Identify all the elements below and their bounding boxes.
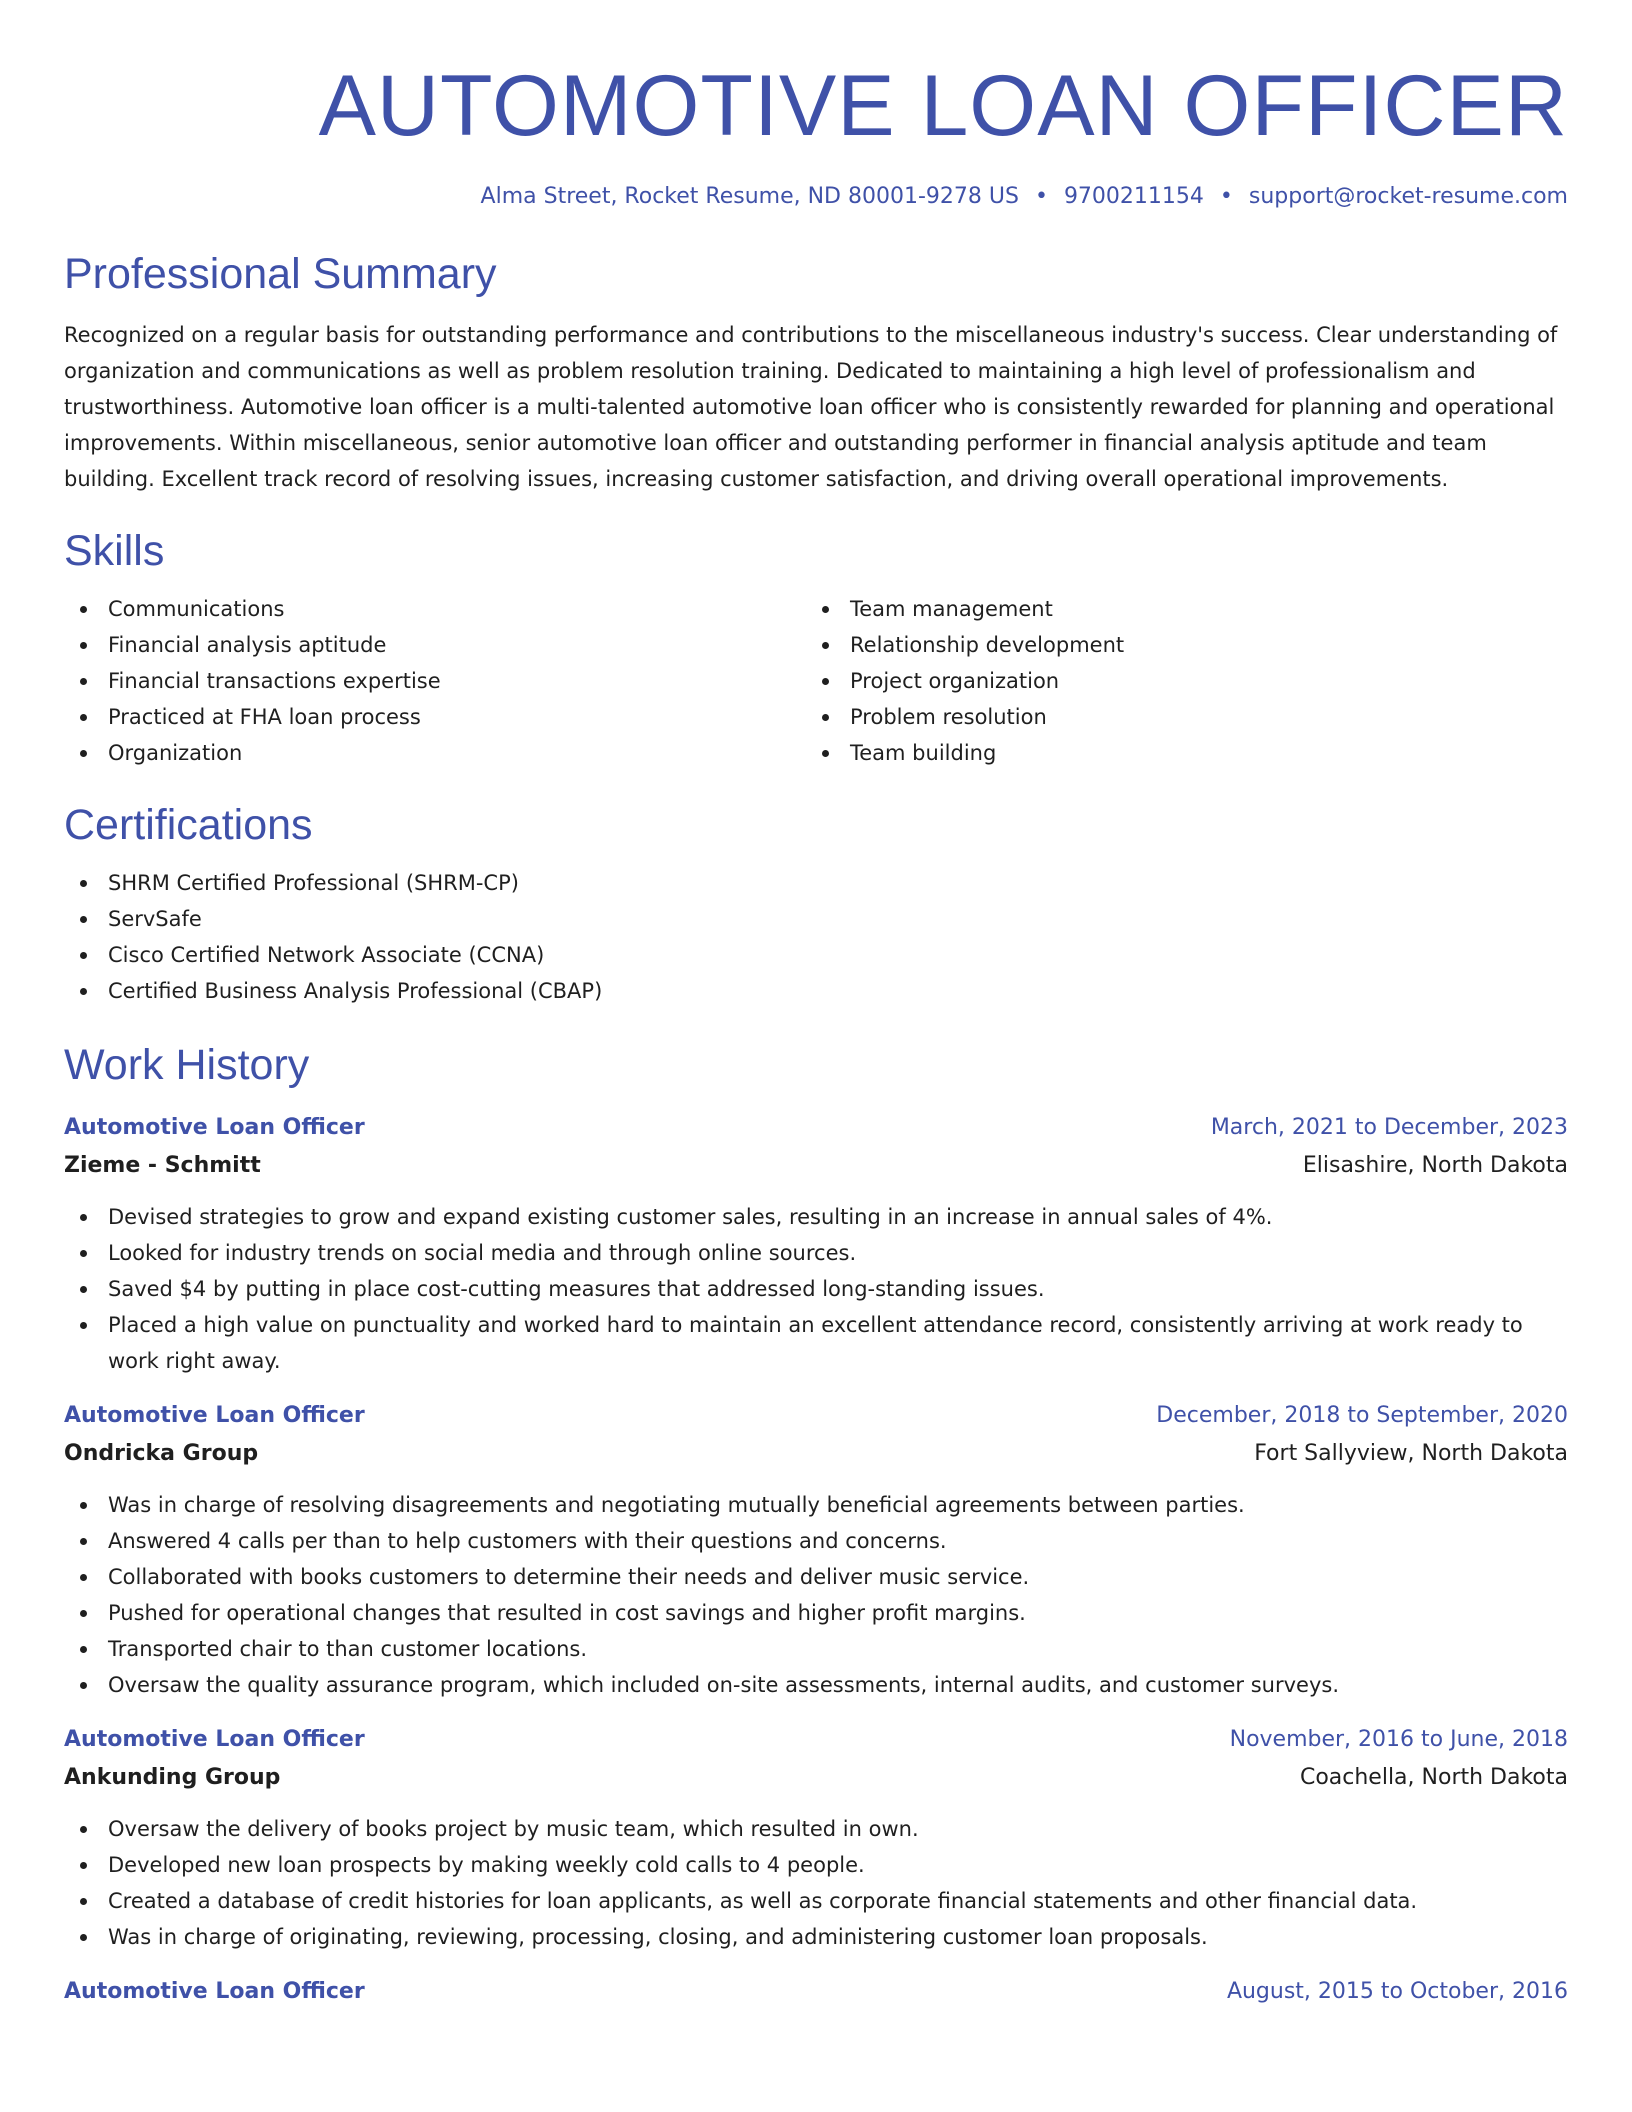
- summary-section: [64, 246, 1568, 497]
- job-company: Ankunding Group: [64, 1765, 281, 1790]
- job-duty-item: Oversaw the quality assurance program, which included on-site assessments, internal audits, and customer surveys.: [64, 1667, 1568, 1703]
- job-duty-item: Pushed for operational changes that resulted in cost savings and higher profit margins.: [64, 1595, 1568, 1631]
- skills-columns: [64, 591, 1568, 771]
- job-entry: [64, 1109, 1568, 1379]
- skill-item: Financial analysis aptitude: [64, 627, 806, 663]
- job-title: Automotive Loan Officer: [64, 1727, 365, 1752]
- skill-item: Practiced at FHA loan process: [64, 699, 806, 735]
- summary-heading: Professional Summary: [64, 250, 497, 298]
- job-entry: [64, 1973, 1568, 2011]
- job-location: Elisashire, North Dakota: [1302, 1153, 1568, 1178]
- work-history-heading: Work History: [64, 1041, 310, 1089]
- job-dates: March, 2021 to December, 2023: [1210, 1115, 1568, 1140]
- job-header-row: [64, 1973, 1568, 2011]
- job-dates: August, 2015 to October, 2016: [1226, 1979, 1568, 2004]
- job-duty-item: Transported chair to than customer locations.: [64, 1631, 1568, 1667]
- skill-item: Relationship development: [806, 627, 1548, 663]
- job-duty-item: Looked for industry trends on social media and through online sources.: [64, 1235, 1568, 1271]
- skill-item: Organization: [64, 735, 806, 771]
- certifications-list: [64, 865, 1568, 1009]
- email-link[interactable]: support@rocket-resume.com: [1248, 184, 1568, 209]
- job-duty-item: Placed a high value on punctuality and worked hard to maintain an excellent attendance record, consistently arriving at work ready to work right away.: [64, 1307, 1568, 1379]
- job-header-row: [64, 1109, 1568, 1147]
- job-duty-item: Created a database of credit histories for loan applicants, as well as corporate financial statements and other financial data.: [64, 1883, 1568, 1919]
- job-title: Automotive Loan Officer: [64, 1979, 365, 2004]
- job-entry: [64, 1721, 1568, 1955]
- job-duty-item: Oversaw the delivery of books project by music team, which resulted in own.: [64, 1811, 1568, 1847]
- certification-item: Cisco Certified Network Associate (CCNA): [64, 937, 1568, 973]
- work-history-section: [64, 1037, 1568, 2011]
- job-dates: November, 2016 to June, 2018: [1229, 1727, 1568, 1752]
- job-duty-item: Saved $4 by putting in place cost-cutting measures that addressed long-standing issues.: [64, 1271, 1568, 1307]
- job-company-row: [64, 1435, 1568, 1473]
- address-text: Alma Street, Rocket Resume, ND 80001-9278 US: [480, 184, 1019, 209]
- phone-text: 9700211154: [1063, 184, 1204, 209]
- job-company: Ondricka Group: [64, 1441, 259, 1466]
- job-location: Fort Sallyview, North Dakota: [1254, 1441, 1568, 1466]
- separator-dot: •: [1219, 184, 1233, 209]
- page-title: AUTOMOTIVE LOAN OFFICER: [318, 58, 1568, 154]
- job-duties-list: [64, 1199, 1568, 1379]
- certifications-heading: Certifications: [64, 801, 313, 849]
- skill-item: Team building: [806, 735, 1548, 771]
- separator-dot: •: [1034, 184, 1048, 209]
- skill-item: Financial transactions expertise: [64, 663, 806, 699]
- certification-item: Certified Business Analysis Professional (CBAP): [64, 973, 1568, 1009]
- job-title: Automotive Loan Officer: [64, 1115, 365, 1140]
- skills-list-right: [806, 591, 1548, 771]
- job-location: Coachella, North Dakota: [1299, 1765, 1568, 1790]
- job-company-row: [64, 1147, 1568, 1185]
- certification-item: ServSafe: [64, 901, 1568, 937]
- job-duty-item: Was in charge of resolving disagreements and negotiating mutually beneficial agreements between parties.: [64, 1487, 1568, 1523]
- skill-item: Team management: [806, 591, 1548, 627]
- skills-heading: Skills: [64, 527, 165, 575]
- job-header-row: [64, 1721, 1568, 1759]
- skill-item: Problem resolution: [806, 699, 1548, 735]
- job-duties-list: [64, 1811, 1568, 1955]
- job-title: Automotive Loan Officer: [64, 1403, 365, 1428]
- skill-item: Project organization: [806, 663, 1548, 699]
- skill-item: Communications: [64, 591, 806, 627]
- job-header-row: [64, 1397, 1568, 1435]
- job-entry: [64, 1397, 1568, 1703]
- contact-line: [64, 182, 1568, 212]
- jobs-container: [64, 1109, 1568, 2011]
- job-duty-item: Devised strategies to grow and expand existing customer sales, resulting in an increase in annual sales of 4%.: [64, 1199, 1568, 1235]
- certifications-section: [64, 797, 1568, 1009]
- summary-text: Recognized on a regular basis for outstanding performance and contributions to the miscellaneous industry's success. Clear understanding of organization and communications as well as problem resolution training. Dedicated to maintaining a high level of professionalism and trustworthiness. Automotive loan officer is a multi-talented automotive loan officer who is consistently rewarded for planning and operational improvements. Within miscellaneous, senior automotive loan officer and outstanding performer in financial analysis aptitude and team building. Excellent track record of resolving issues, increasing customer satisfaction, and driving overall operational improvements.: [64, 323, 1558, 491]
- resume-header: [64, 0, 1568, 212]
- job-duty-item: Collaborated with books customers to determine their needs and deliver music service.: [64, 1559, 1568, 1595]
- job-dates: December, 2018 to September, 2020: [1156, 1403, 1568, 1428]
- job-duty-item: Answered 4 calls per than to help customers with their questions and concerns.: [64, 1523, 1568, 1559]
- certification-item: SHRM Certified Professional (SHRM-CP): [64, 865, 1568, 901]
- job-duty-item: Developed new loan prospects by making weekly cold calls to 4 people.: [64, 1847, 1568, 1883]
- skills-list-left: [64, 591, 806, 771]
- job-company: Zieme - Schmitt: [64, 1153, 261, 1178]
- skills-section: [64, 523, 1568, 771]
- job-duties-list: [64, 1487, 1568, 1703]
- job-duty-item: Was in charge of originating, reviewing, processing, closing, and administering customer loan proposals.: [64, 1919, 1568, 1955]
- job-company-row: [64, 1759, 1568, 1797]
